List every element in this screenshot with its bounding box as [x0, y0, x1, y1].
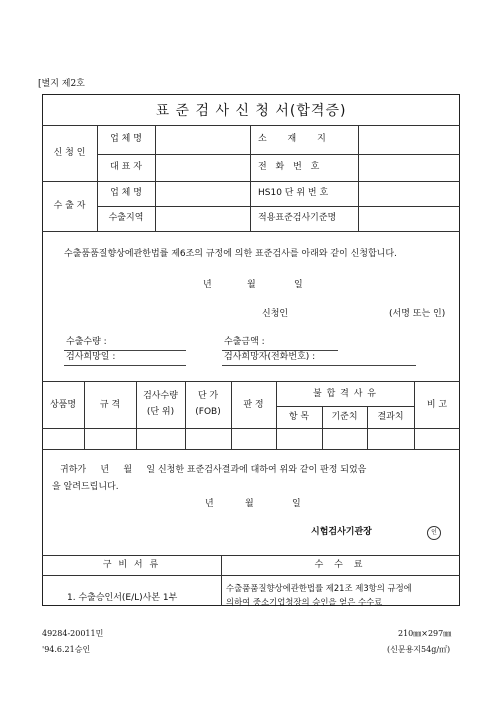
application-statement: 수출품품질향상에관한법률 제6조의 규정에 의한 표준검사를 아래와 같이 신청합니다.: [64, 249, 397, 259]
exporter-standard-label: 적용표준검사기준명: [258, 213, 337, 223]
exporter-hs10-label: HS10 단 위 번 호: [258, 188, 329, 198]
col-product-name: 상품명: [49, 400, 77, 410]
applicant-sign-label: 신청인: [262, 309, 289, 319]
documents-item-1: 1. 수출승인서(E/L)사본 1부: [67, 593, 178, 603]
col-remarks: 비 고: [426, 400, 448, 410]
applicant-representative-label: 대 표 자: [110, 162, 142, 172]
col-specification: 규 격: [99, 400, 121, 410]
result-date-month-label: 월: [245, 499, 254, 509]
col-result-value: 결과치: [377, 412, 404, 422]
inspection-person-field[interactable]: [222, 365, 416, 366]
date-year-label: 년: [203, 280, 212, 290]
signature-note: (서명 또는 인): [389, 309, 446, 319]
col-judgment: 판 정: [243, 400, 264, 410]
result-date-year-label: 년: [205, 499, 214, 509]
date-month-label: 월: [247, 280, 256, 290]
footer-approval: '94.6.21승인: [42, 645, 91, 654]
applicant-section-label: 신 청 인: [53, 148, 86, 158]
col-item: 항 목: [288, 412, 310, 422]
footer-paper-size: 210㎜×297㎜: [398, 629, 452, 638]
export-amount-label: 수출금액 :: [224, 337, 265, 347]
form-title: 표 준 검 사 신 청 서(합격증): [155, 103, 347, 119]
col-standard-value: 기준치: [331, 412, 358, 422]
exporter-region-label: 수출지역: [108, 213, 144, 223]
inspection-date-label: 검사희망일 :: [66, 352, 116, 362]
col-unit-price-line2: (FOB): [195, 407, 221, 417]
applicant-company-label: 업 체 명: [110, 134, 142, 144]
result-statement-line1: 귀하가 년 월 일 신청한 표준검사결과에 대하여 위와 같이 판정 되었음: [60, 465, 367, 475]
inspector-title: 시험검사기관장: [311, 527, 372, 537]
fee-line-1: 수출품품질향상에관한법률 제21조 제3항의 규정에: [226, 583, 412, 593]
inspection-person-label: 검사희망자(전화번호) :: [224, 352, 316, 362]
date-day-label: 일: [294, 280, 303, 290]
fee-header: 수 수 료: [314, 560, 367, 570]
export-quantity-label: 수출수량 :: [66, 337, 107, 347]
col-failure-reason: 불 합 격 사 유: [313, 389, 377, 399]
col-quantity-line2: (단 위): [146, 407, 175, 417]
export-quantity-field[interactable]: [64, 350, 186, 351]
seal-mark: 인: [427, 526, 441, 540]
result-date-day-label: 일: [292, 499, 301, 509]
col-unit-price-line1: 단 가: [197, 391, 219, 401]
inspection-date-field[interactable]: [64, 365, 186, 366]
exporter-company-label: 업 체 명: [110, 188, 142, 198]
applicant-phone-label: 전 화 번 호: [258, 162, 323, 172]
result-statement-line2: 을 알려드립니다.: [52, 482, 119, 492]
form-number: [별지 제2호: [38, 79, 85, 89]
footer-paper-type: (신문용지54g/㎡): [387, 645, 451, 654]
exporter-section-label: 수 출 자: [53, 201, 86, 211]
export-amount-field[interactable]: [222, 350, 338, 351]
fee-line-2: 의하여 중소기업청장의 승인을 얻은 수수료: [226, 597, 383, 607]
footer-code: 49284-20011민: [42, 629, 104, 638]
col-quantity-line1: 검사수량: [143, 391, 178, 401]
applicant-address-label: 소 재 지: [258, 134, 335, 144]
documents-header: 구 비 서 류: [102, 560, 161, 570]
